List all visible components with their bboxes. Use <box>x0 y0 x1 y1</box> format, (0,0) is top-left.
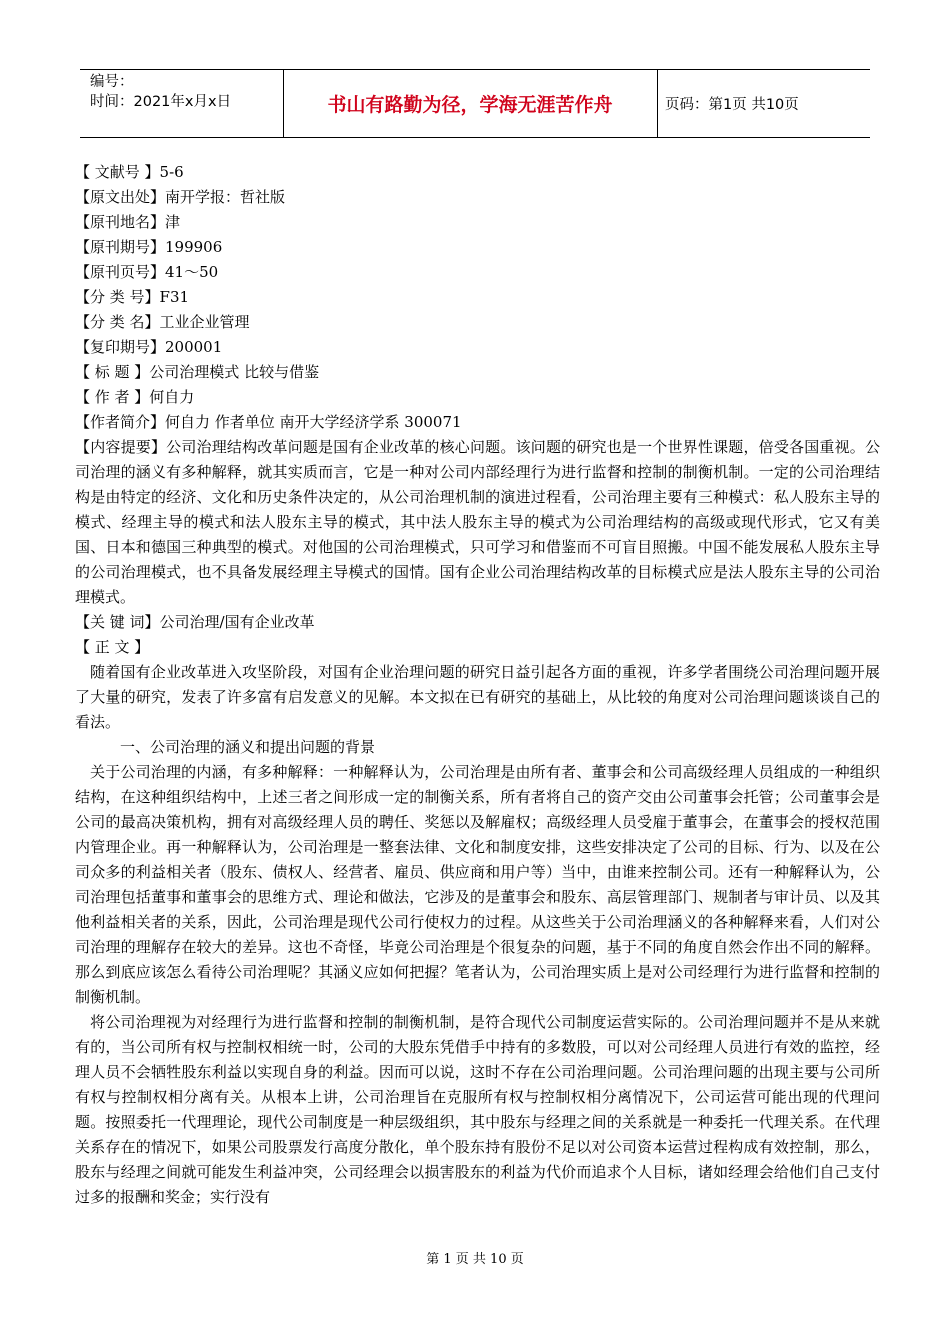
intro-paragraph: 随着国有企业改革进入攻坚阶段，对国有企业治理问题的研究日益引起各方面的重视，许多学者围绕公司治理问题开展了大量的研究，发表了许多富有启发意义的见解。本文拟在已有研究的基础上，从比较的角度对公司治理问题谈谈自己的看法。 <box>75 663 880 731</box>
meta-author: 【 作 者 】何自力 <box>75 388 195 406</box>
page-header <box>80 69 870 138</box>
meta-author-bio: 【作者简介】何自力 作者单位 南开大学经济学系 300071 <box>75 413 462 431</box>
meta-class-number: 【分 类 号】F31 <box>75 288 190 306</box>
document-body <box>75 160 880 1210</box>
header-date: 时间：2021年x月x日 <box>90 94 232 110</box>
page-footer: 第 1 页 共 10 页 <box>426 1252 524 1267</box>
meta-source: 【原文出处】南开学报：哲社版 <box>75 188 286 206</box>
header-page-number: 页码：第1页 共10页 <box>665 97 799 113</box>
header-info <box>90 72 285 112</box>
keywords: 【关 键 词】公司治理/国有企业改革 <box>75 613 315 631</box>
meta-class-name: 【分 类 名】工业企业管理 <box>75 313 250 331</box>
abstract: 【内容提要】公司治理结构改革问题是国有企业改革的核心问题。该问题的研究也是一个世界性课题，倍受各国重视。公司治理的涵义有多种解释，就其实质而言，它是一种对公司内部经理行为进行监督和控制的制衡机制。一定的公司治理结构是由特定的经济、文化和历史条件决定的，从公司治理机制的演进过程看，公司治理主要有三种模式：私人股东主导的模式、经理主导的模式和法人股东主导的模式，其中法人股东主导的模式为公司治理结构的高级或现代形式，它又有美国、日本和德国三种典型的模式。对他国的公司治理模式，只可学习和借鉴而不可盲目照搬。中国不能发展私人股东主导的公司治理模式，也不具备发展经理主导模式的国情。国有企业公司治理结构改革的目标模式应是法人股东主导的公司治理模式。 <box>75 438 880 606</box>
meta-place: 【原刊地名】津 <box>75 213 181 231</box>
header-motto: 书山有路勤为径，学海无涯苦作舟 <box>327 94 613 116</box>
meta-reprint-issue: 【复印期号】200001 <box>75 338 223 356</box>
body-paragraph: 将公司治理视为对经理行为进行监督和控制的制衡机制，是符合现代公司制度运营实际的。公司治理问题并不是从来就有的，当公司所有权与控制权相统一时，公司的大股东凭借手中持有的多数股，可以对公司经理人员进行有效的监控，经理人员不会牺牲股东利益以实现自身的利益。因而可以说，这时不存在公司治理问题。公司治理问题的出现主要与公司所有权与控制权相分离有关。从根本上讲，公司治理旨在克服所有权与控制权相分离情况下，公司运营可能出现的代理问题。按照委托一代理理论，现代公司制度是一种层级组织，其中股东与经理之间的关系就是一种委托一代理关系。在代理关系存在的情况下，如果公司股票发行高度分散化，单个股东持有股份不足以对公司资本运营过程构成有效控制，那么，股东与经理之间就可能发生利益冲突，公司经理会以损害股东的利益为代价而追求个人目标，诸如经理会给他们自己支付过多的报酬和奖金；实行没有 <box>75 1013 880 1206</box>
meta-issue: 【原刊期号】199906 <box>75 238 223 256</box>
meta-pages: 【原刊页号】41～50 <box>75 263 219 281</box>
body-paragraph: 关于公司治理的内涵，有多种解释：一种解释认为，公司治理是由所有者、董事会和公司高级经理人员组成的一种组织结构，在这种组织结构中，上述三者之间形成一定的制衡关系，所有者将自己的资产交由公司董事会托管；公司董事会是公司的最高决策机构，拥有对高级经理人员的聘任、奖惩以及解雇权；高级经理人员受雇于董事会，在董事会的授权范围内管理企业。再一种解释认为，公司治理是一整套法律、文化和制度安排，这些安排决定了公司的目标、行为、以及在公司众多的利益相关者（股东、债权人、经营者、雇员、供应商和用户等）当中，由谁来控制公司。还有一种解释认为，公司治理包括董事和董事会的思维方式、理论和做法，它涉及的是董事会和股东、高层管理部门、规制者与审计员、以及其他利益相关者的关系，因此，公司治理是现代公司行使权力的过程。从这些关于公司治理涵义的各种解释来看，人们对公司治理的理解存在较大的差异。这也不奇怪，毕竟公司治理是个很复杂的问题，基于不同的角度自然会作出不同的解释。那么到底应该怎么看待公司治理呢？其涵义应如何把握？笔者认为，公司治理实质上是对公司经理行为进行监督和控制的制衡机制。 <box>75 763 880 1006</box>
section-heading: 一、公司治理的涵义和提出问题的背景 <box>120 738 376 756</box>
meta-doc-number: 【 文献号 】5-6 <box>75 163 184 181</box>
header-number: 编号： <box>90 74 134 90</box>
body-label: 【 正 文 】 <box>75 638 150 656</box>
meta-title: 【 标 题 】公司治理模式 比较与借鉴 <box>75 363 320 381</box>
header-divider <box>657 70 658 137</box>
